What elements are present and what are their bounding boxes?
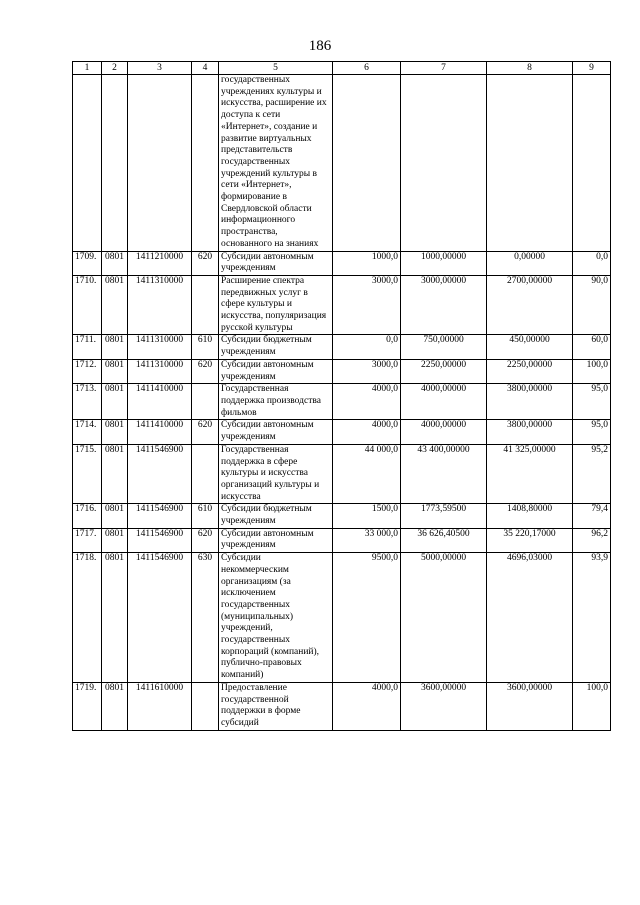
target-code-cell: 1411210000: [128, 251, 192, 275]
percent-cell: 60,0: [573, 335, 611, 359]
table-row: [73, 553, 611, 683]
item-name-cell: Субсидии автономным учреждениям: [219, 528, 333, 552]
item-name-cell: Государственная поддержка производства фильмов: [219, 384, 333, 420]
table-row: [73, 420, 611, 444]
expense-type-cell: 630: [192, 553, 219, 683]
item-name-cell: Предоставление государственной поддержки в форме субсидий: [219, 682, 333, 730]
percent-cell: 95,2: [573, 444, 611, 504]
expense-type-cell: [192, 275, 219, 335]
expense-type-cell: 620: [192, 420, 219, 444]
target-code-cell: 1411310000: [128, 275, 192, 335]
expense-type-cell: [192, 75, 219, 252]
target-code-cell: [128, 75, 192, 252]
section-code-cell: 0801: [102, 275, 128, 335]
row-number-cell: 1718.: [73, 553, 102, 683]
header-cell: 9: [573, 62, 611, 75]
section-code-cell: 0801: [102, 528, 128, 552]
header-cell: 2: [102, 62, 128, 75]
section-code-cell: 0801: [102, 359, 128, 383]
section-code-cell: 0801: [102, 444, 128, 504]
executed-amount-cell: 0,00000: [487, 251, 573, 275]
header-cell: 8: [487, 62, 573, 75]
expense-type-cell: 620: [192, 359, 219, 383]
expense-type-cell: 610: [192, 335, 219, 359]
section-code-cell: 0801: [102, 682, 128, 730]
approved-amount-cell: 2250,00000: [401, 359, 487, 383]
section-code-cell: 0801: [102, 420, 128, 444]
table-row: [73, 444, 611, 504]
target-code-cell: 1411546900: [128, 444, 192, 504]
plan-amount-cell: 1000,0: [333, 251, 401, 275]
header-cell: 4: [192, 62, 219, 75]
approved-amount-cell: 5000,00000: [401, 553, 487, 683]
section-code-cell: 0801: [102, 335, 128, 359]
percent-cell: 93,9: [573, 553, 611, 683]
expense-type-cell: 620: [192, 251, 219, 275]
executed-amount-cell: 4696,03000: [487, 553, 573, 683]
section-code-cell: 0801: [102, 384, 128, 420]
item-name-cell: Субсидии автономным учреждениям: [219, 251, 333, 275]
header-cell: 7: [401, 62, 487, 75]
plan-amount-cell: [333, 75, 401, 252]
table-row: [73, 335, 611, 359]
table-row: [73, 359, 611, 383]
executed-amount-cell: 1408,80000: [487, 504, 573, 528]
row-number-cell: 1717.: [73, 528, 102, 552]
approved-amount-cell: 4000,00000: [401, 384, 487, 420]
table-row: [73, 251, 611, 275]
expense-type-cell: [192, 682, 219, 730]
executed-amount-cell: 3600,00000: [487, 682, 573, 730]
plan-amount-cell: 9500,0: [333, 553, 401, 683]
header-cell: 1: [73, 62, 102, 75]
plan-amount-cell: 3000,0: [333, 275, 401, 335]
executed-amount-cell: 2700,00000: [487, 275, 573, 335]
percent-cell: [573, 75, 611, 252]
percent-cell: 95,0: [573, 384, 611, 420]
table-row: [73, 528, 611, 552]
table-row: [73, 384, 611, 420]
expense-type-cell: [192, 444, 219, 504]
table-row: [73, 504, 611, 528]
executed-amount-cell: 41 325,00000: [487, 444, 573, 504]
plan-amount-cell: 0,0: [333, 335, 401, 359]
plan-amount-cell: 1500,0: [333, 504, 401, 528]
target-code-cell: 1411546900: [128, 553, 192, 683]
header-cell: 5: [219, 62, 333, 75]
approved-amount-cell: 3600,00000: [401, 682, 487, 730]
section-code-cell: 0801: [102, 251, 128, 275]
row-number-cell: 1716.: [73, 504, 102, 528]
budget-table: [72, 61, 611, 731]
item-name-cell: Расширение спектра передвижных услуг в сфере культуры и искусства, популяризация русской культуры: [219, 275, 333, 335]
executed-amount-cell: 450,00000: [487, 335, 573, 359]
header-row: [73, 62, 611, 75]
plan-amount-cell: 33 000,0: [333, 528, 401, 552]
approved-amount-cell: 1773,59500: [401, 504, 487, 528]
row-number-cell: 1714.: [73, 420, 102, 444]
table-row: [73, 275, 611, 335]
percent-cell: 100,0: [573, 682, 611, 730]
item-name-cell: Субсидии автономным учреждениям: [219, 420, 333, 444]
target-code-cell: 1411410000: [128, 384, 192, 420]
percent-cell: 79,4: [573, 504, 611, 528]
item-name-cell: Субсидии бюджетным учреждениям: [219, 335, 333, 359]
expense-type-cell: 620: [192, 528, 219, 552]
executed-amount-cell: [487, 75, 573, 252]
section-code-cell: [102, 75, 128, 252]
row-number-cell: 1709.: [73, 251, 102, 275]
approved-amount-cell: 3000,00000: [401, 275, 487, 335]
approved-amount-cell: 1000,00000: [401, 251, 487, 275]
approved-amount-cell: 4000,00000: [401, 420, 487, 444]
target-code-cell: 1411310000: [128, 335, 192, 359]
target-code-cell: 1411546900: [128, 504, 192, 528]
row-number-cell: 1715.: [73, 444, 102, 504]
percent-cell: 96,2: [573, 528, 611, 552]
section-code-cell: 0801: [102, 553, 128, 683]
item-name-cell: Субсидии некоммерческим организациям (за исключением государственных (муниципальных) учреждений, государственных корпораций (компаний), публично-правовых компаний): [219, 553, 333, 683]
percent-cell: 95,0: [573, 420, 611, 444]
table-row: [73, 682, 611, 730]
item-name-cell: Субсидии бюджетным учреждениям: [219, 504, 333, 528]
row-number-cell: 1713.: [73, 384, 102, 420]
executed-amount-cell: 35 220,17000: [487, 528, 573, 552]
approved-amount-cell: 750,00000: [401, 335, 487, 359]
row-number-cell: 1712.: [73, 359, 102, 383]
executed-amount-cell: 2250,00000: [487, 359, 573, 383]
plan-amount-cell: 4000,0: [333, 682, 401, 730]
item-name-cell: государственных учреждениях культуры и искусства, расширение их доступа к сети «Интернет», создание и развитие виртуальных представительств государственных учреждений культуры в сети «Интернет», формирование в Свердловской области информационного пространства, основанного на знаниях: [219, 75, 333, 252]
item-name-cell: Государственная поддержка в сфере культуры и искусства организаций культуры и искусства: [219, 444, 333, 504]
row-number-cell: 1710.: [73, 275, 102, 335]
expense-type-cell: 610: [192, 504, 219, 528]
row-number-cell: 1711.: [73, 335, 102, 359]
page-number: 186: [308, 38, 332, 54]
percent-cell: 0,0: [573, 251, 611, 275]
plan-amount-cell: 4000,0: [333, 420, 401, 444]
percent-cell: 100,0: [573, 359, 611, 383]
target-code-cell: 1411310000: [128, 359, 192, 383]
approved-amount-cell: [401, 75, 487, 252]
percent-cell: 90,0: [573, 275, 611, 335]
approved-amount-cell: 36 626,40500: [401, 528, 487, 552]
executed-amount-cell: 3800,00000: [487, 384, 573, 420]
row-number-cell: 1719.: [73, 682, 102, 730]
executed-amount-cell: 3800,00000: [487, 420, 573, 444]
table-row: [73, 75, 611, 252]
row-number-cell: [73, 75, 102, 252]
approved-amount-cell: 43 400,00000: [401, 444, 487, 504]
target-code-cell: 1411410000: [128, 420, 192, 444]
target-code-cell: 1411546900: [128, 528, 192, 552]
target-code-cell: 1411610000: [128, 682, 192, 730]
plan-amount-cell: 44 000,0: [333, 444, 401, 504]
header-cell: 6: [333, 62, 401, 75]
plan-amount-cell: 3000,0: [333, 359, 401, 383]
section-code-cell: 0801: [102, 504, 128, 528]
header-cell: 3: [128, 62, 192, 75]
expense-type-cell: [192, 384, 219, 420]
plan-amount-cell: 4000,0: [333, 384, 401, 420]
item-name-cell: Субсидии автономным учреждениям: [219, 359, 333, 383]
